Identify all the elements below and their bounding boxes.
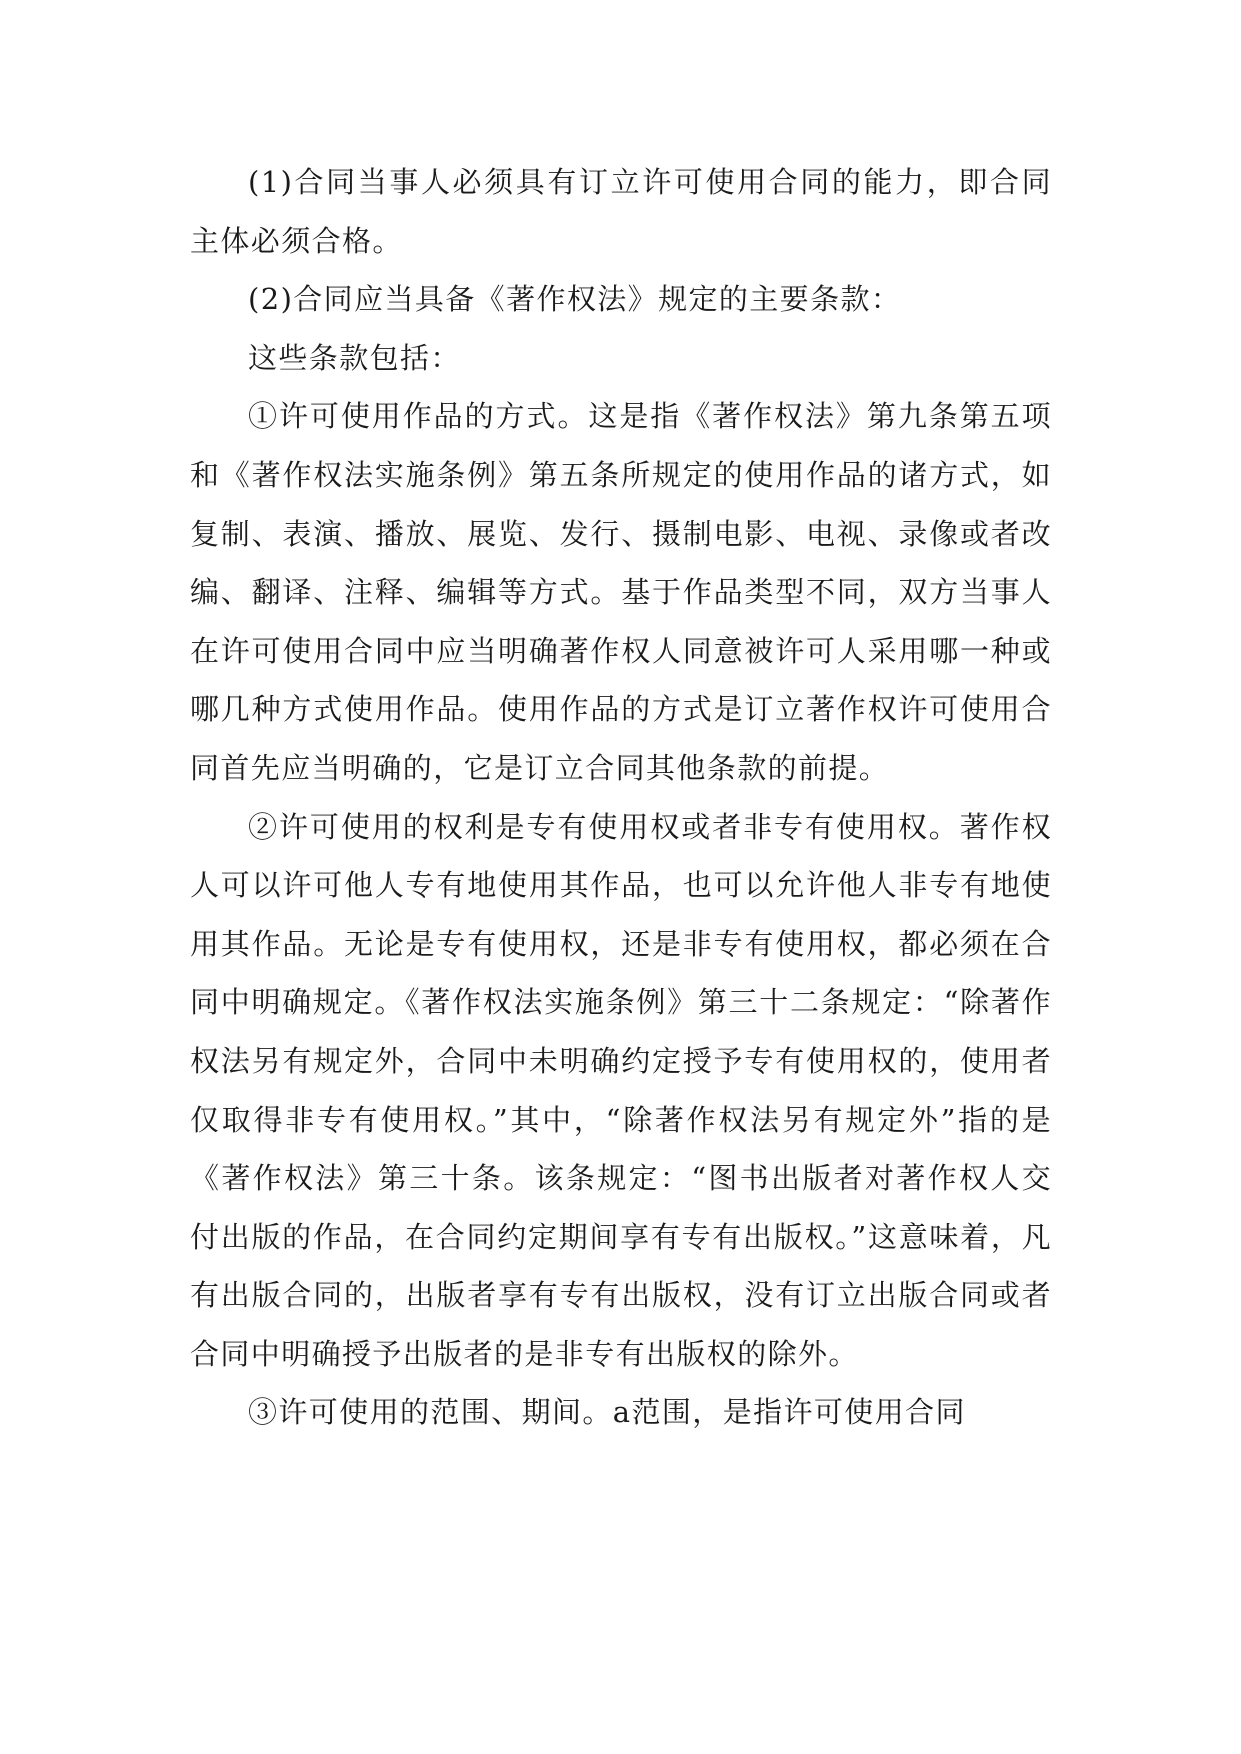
paragraph-exclusive-right: ②许可使用的权利是专有使用权或者非专有使用权。著作权人可以许可他人专有地使用其作品，也可以允许他人非专有地使用其作品。无论是专有使用权，还是非专有使用权，都必须在合同中明确规定。《著作权法实施条例》第三十二条规定：“除著作权法另有规定外，合同中未明确约定授予专有使用权的，使用者仅取得非专有使用权。”其中，“除著作权法另有规定外”指的是《著作权法》第三十条。该条规定：“图书出版者对著作权人交付出版的作品，在合同约定期间享有专有出版权。”这意味着，凡有出版合同的，出版者享有专有出版权，没有订立出版合同或者合同中明确授予出版者的是非专有出版权的除外。 (190, 809, 1052, 1371)
paragraph-usage-method: ①许可使用作品的方式。这是指《著作权法》第九条第五项和《著作权法实施条例》第五条所规定的使用作品的诸方式，如复制、表演、播放、展览、发行、摄制电影、电视、录像或者改编、翻译、注释、编辑等方式。基于作品类型不同，双方当事人在许可使用合同中应当明确著作权人同意被许可人采用哪一种或哪几种方式使用作品。使用作品的方式是订立著作权许可使用合同首先应当明确的，它是订立合同其他条款的前提。 (190, 399, 1052, 785)
paragraph-main-clauses: (2)合同应当具备《著作权法》规定的主要条款： (248, 282, 902, 317)
paragraph-party-capacity: (1)合同当事人必须具有订立许可使用合同的能力，即合同主体必须合格。 (190, 165, 1052, 258)
document-body (190, 153, 1052, 1442)
paragraph-clauses-intro: 这些条款包括： (248, 340, 461, 375)
paragraph-scope-period: ③许可使用的范围、期间。a范围，是指许可使用合同 (248, 1395, 966, 1430)
